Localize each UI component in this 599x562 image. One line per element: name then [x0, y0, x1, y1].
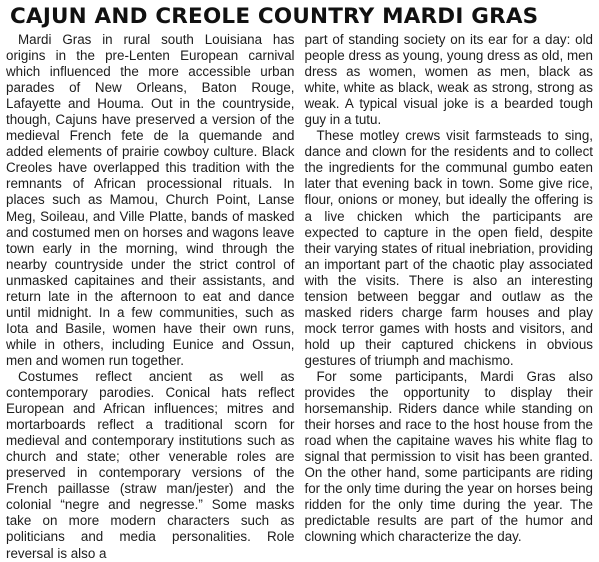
paragraph: These motley crews visit farmsteads to sing, dance and clown for the residents and to collect the ingredients for the communal gumbo eaten later that evening back in town. Some give rice, flour, onions or money, but ideally the offering is a live chicken which the participants are expected to capture in the open field, despite their varying states of ritual inebriation, providing an important part of the chaotic play associated with the visits. There is also an interesting tension between beggar and outlaw as the masked riders charge farm houses and play mock terror games with hosts and visitors, and hold up their captured chickens in obvious gestures of triumph and machismo. — [304, 128, 593, 368]
column-left — [6, 32, 295, 561]
paragraph: Mardi Gras in rural south Louisiana has origins in the pre-Lenten European carnival which influenced the more accessible urban parades of New Orleans, Baton Rouge, Lafayette and Houma. Out in the countryside, though, Cajuns have preserved a version of the medieval French fete de la quemande and added elements of prairie cowboy culture. Black Creoles have overlapped this tradition with the remnants of African processional rituals. In places such as Mamou, Church Point, Lanse Meg, Soileau, and Ville Platte, bands of masked and costumed men on horses and wagons leave town early in the morning, wind through the nearby countryside under the strict control of unmasked capitaines and their assistants, and return late in the afternoon to eat and dance until midnight. In a few communities, such as Iota and Basile, women have their own runs, while in others, including Eunice and Ossun, men and women run together. — [6, 32, 295, 368]
paragraph: For some participants, Mardi Gras also provides the opportunity to display their horsemanship. Riders dance while standing on their horses and race to the host house from the road when the capitaine waves his white flag to signal that permission to visit has been granted. On the other hand, some participants are riding for the only time during the year on horses being ridden for the only time during the year. The predictable results are part of the humor and clowning which characterize the day. — [304, 368, 593, 545]
paragraph: part of standing society on its ear for a day: old people dress as young, young dress as old, men dress as women, women as men, black as white, white as black, weak as strong, strong as weak. A typical visual joke is a bearded tough guy in a tutu. — [304, 32, 593, 128]
column-right — [305, 32, 594, 552]
article-headline: CAJUN AND CREOLE COUNTRY MARDI GRAS — [10, 4, 539, 29]
article-body — [6, 32, 593, 561]
paragraph: Costumes reflect ancient as well as contemporary parodies. Conical hats reflect European and African influences; mitres and mortarboards reflect a traditional scorn for medieval and contemporary institutions such as church and state; other venerable roles are preserved in contemporary versions of the French paillasse (straw man/jester) and the colonial “negre and negresse.” Some masks take on more modern characters such as politicians and media personalities. Role reversal is also a — [6, 368, 295, 561]
